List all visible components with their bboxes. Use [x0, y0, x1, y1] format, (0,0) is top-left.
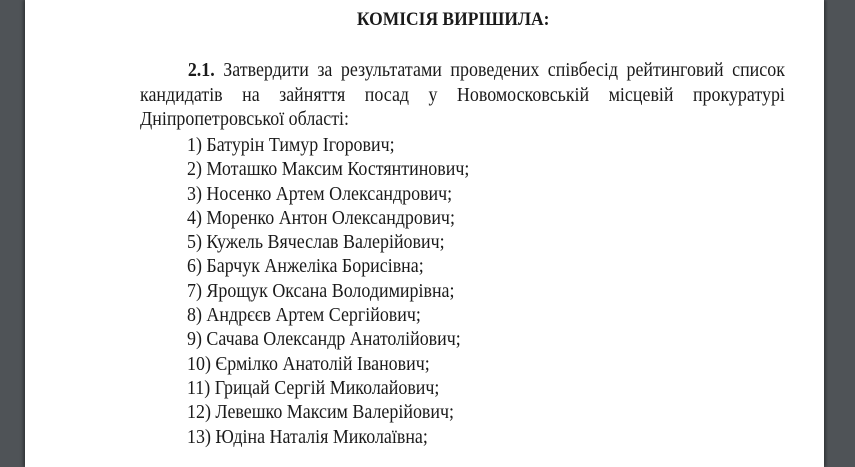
list-item: 12) Левешко Максим Валерійович;: [187, 402, 455, 424]
list-item: 2) Моташко Максим Костянтинович;: [187, 159, 470, 181]
list-item: 11) Грицай Сергій Миколайович;: [187, 377, 440, 399]
decision-paragraph: [140, 59, 785, 133]
list-item: 9) Сачава Олександр Анатолійович;: [187, 329, 461, 351]
list-item: 13) Юдіна Наталія Миколаївна;: [187, 426, 428, 448]
list-item: 8) Андрєєв Артем Сергійович;: [187, 305, 421, 327]
list-item: 3) Носенко Артем Олександрович;: [187, 183, 453, 205]
paragraph-text: Затвердити за результатами проведених співбесід рейтинговий список кандидатів на зайняття посад у Новомосковській місцевій прокуратурі Дніпропетровської області:: [140, 60, 785, 130]
section-heading: КОМІСІЯ ВИРІШИЛА:: [356, 9, 550, 30]
list-item: 4) Моренко Антон Олександрович;: [187, 207, 455, 229]
list-item: 5) Кужель Вячеслав Валерійович;: [187, 232, 445, 254]
list-item: 6) Барчук Анжеліка Борисівна;: [187, 256, 424, 278]
paragraph-number: 2.1.: [187, 60, 215, 81]
list-item: 10) Єрмілко Анатолій Іванович;: [187, 353, 430, 375]
list-item: 7) Ярощук Оксана Володимирівна;: [187, 280, 455, 302]
list-item: 1) Батурін Тимур Ігорович;: [187, 135, 395, 156]
candidate-list: [187, 134, 469, 450]
document-page: [25, 0, 824, 467]
